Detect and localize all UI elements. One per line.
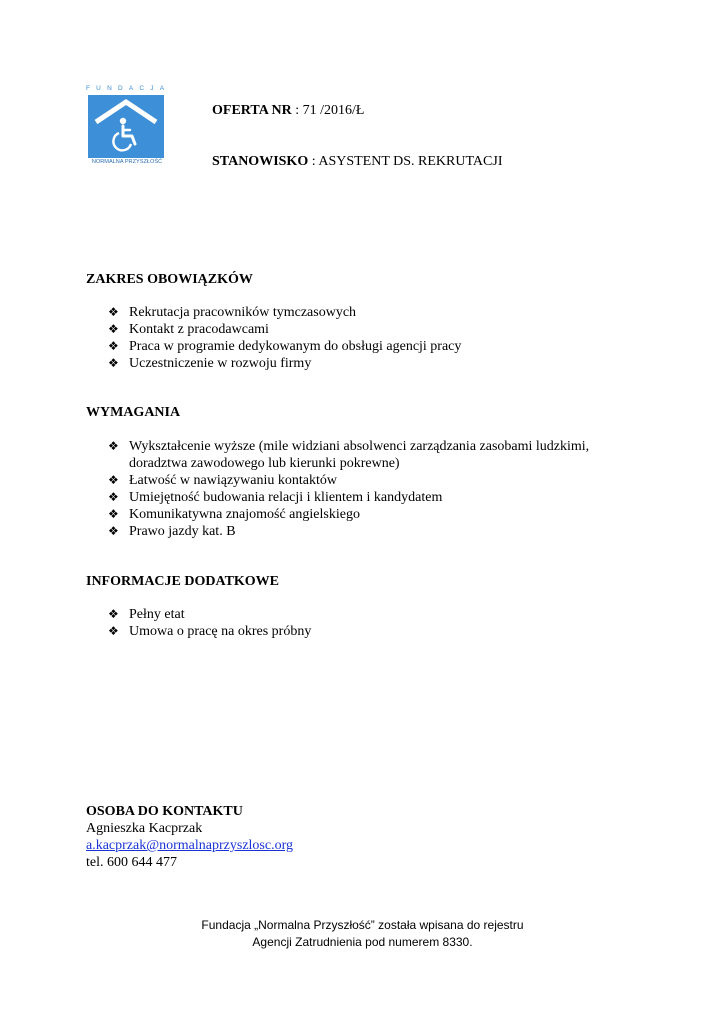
position-value: : ASYSTENT DS. REKRUTACJI (311, 154, 503, 169)
bullet-icon: ❖ (108, 607, 119, 621)
footer-line-2: Agencji Zatrudnienia pod numerem 8330. (252, 935, 473, 949)
offer-value: : 71 /2016/Ł (295, 103, 365, 118)
list-item: ❖ Łatwość w nawiązywaniu kontaktów (108, 473, 337, 488)
bullet-icon: ❖ (108, 305, 119, 319)
foundation-logo (86, 84, 171, 166)
additional-list (108, 606, 628, 640)
additional-title: INFORMACJE DODATKOWE (86, 574, 280, 589)
footer-line-1: Fundacja „Normalna Przyszłość” została wpisana do rejestru (201, 918, 524, 932)
bullet-icon: ❖ (108, 356, 119, 370)
logo-emblem (88, 95, 164, 158)
contact-block (86, 803, 293, 871)
requirements-list (108, 438, 628, 540)
list-item: ❖ Kontakt z pracodawcami (108, 322, 269, 337)
list-item: ❖ Umiejętność budowania relacji i klientem i kandydatem (108, 490, 443, 505)
bullet-icon: ❖ (108, 473, 119, 487)
contact-name: Agnieszka Kacprzak (86, 821, 203, 836)
logo-bottom-text: NORMALNA PRZYSZŁOŚĆ (91, 159, 163, 165)
list-item: ❖ Praca w programie dedykowanym do obsługi agencji pracy (108, 339, 462, 354)
requirements-title: WYMAGANIA (86, 405, 181, 420)
list-item: ❖ Rekrutacja pracowników tymczasowych (108, 305, 357, 320)
bullet-icon: ❖ (108, 624, 119, 638)
offer-label: OFERTA NR (212, 103, 292, 118)
contact-title: OSOBA DO KONTAKTU (86, 804, 243, 819)
position (212, 153, 502, 171)
bullet-icon: ❖ (108, 524, 119, 538)
list-item: ❖ Pełny etat (108, 607, 185, 622)
duties-list (108, 304, 628, 372)
list-item: ❖ Wykształcenie wyższe (mile widziani absolwenci zarządzania zasobami ludzkimi, doradztwa zawodowego lub kierunki pokrewne) (108, 439, 590, 471)
contact-email-link[interactable]: a.kacprzak@normalnaprzyszlosc.org (86, 838, 293, 853)
bullet-icon: ❖ (108, 507, 119, 521)
offer-number (212, 102, 365, 120)
position-label: STANOWISKO (212, 154, 309, 169)
contact-phone: tel. 600 644 477 (86, 855, 177, 870)
duties-title: ZAKRES OBOWIĄZKÓW (86, 272, 253, 287)
bullet-icon: ❖ (108, 439, 119, 453)
list-item: ❖ Prawo jazdy kat. B (108, 524, 236, 539)
bullet-icon: ❖ (108, 339, 119, 353)
footer (0, 917, 725, 951)
wheelchair-house-icon (88, 95, 164, 158)
bullet-icon: ❖ (108, 490, 119, 504)
logo-top-text: FUNDACJA (86, 85, 171, 92)
list-item: ❖ Umowa o pracę na okres próbny (108, 624, 312, 639)
bullet-icon: ❖ (108, 322, 119, 336)
list-item: ❖ Komunikatywna znajomość angielskiego (108, 507, 360, 522)
list-item: ❖ Uczestniczenie w rozwoju firmy (108, 356, 312, 371)
